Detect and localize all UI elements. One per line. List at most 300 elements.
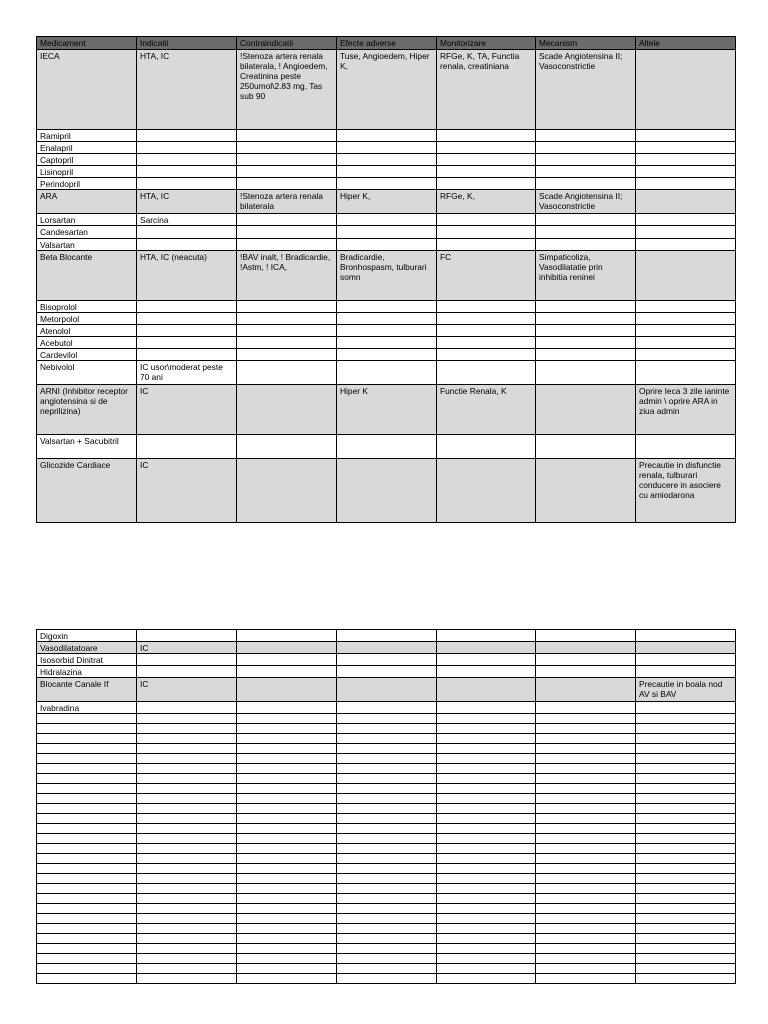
table-cell bbox=[337, 894, 437, 904]
table-cell bbox=[437, 238, 536, 250]
table-cell bbox=[337, 794, 437, 804]
table-cell bbox=[37, 804, 137, 814]
table-cell bbox=[37, 754, 137, 764]
table-cell bbox=[237, 954, 337, 964]
table-cell bbox=[37, 854, 137, 864]
table-row bbox=[37, 361, 736, 385]
table-cell: Vasodilatatoare bbox=[37, 642, 137, 654]
table-cell bbox=[536, 226, 636, 238]
table-cell bbox=[337, 361, 437, 385]
table-cell bbox=[337, 974, 437, 984]
header-row bbox=[37, 37, 736, 50]
table-cell bbox=[137, 142, 237, 154]
table-cell bbox=[536, 854, 636, 864]
table-cell bbox=[536, 934, 636, 944]
table-cell bbox=[337, 336, 437, 348]
table-cell bbox=[237, 324, 337, 336]
table-cell bbox=[536, 764, 636, 774]
header-monitorizare: Monitorizare bbox=[437, 37, 536, 50]
table-cell bbox=[237, 630, 337, 642]
table-cell bbox=[237, 934, 337, 944]
table-cell bbox=[536, 724, 636, 734]
table-cell bbox=[237, 385, 337, 435]
table-row bbox=[37, 666, 736, 678]
table-cell bbox=[437, 774, 536, 784]
table-cell bbox=[636, 214, 736, 226]
table-cell bbox=[337, 642, 437, 654]
table-cell bbox=[137, 954, 237, 964]
table-cell bbox=[437, 336, 536, 348]
table-cell bbox=[237, 834, 337, 844]
table-cell: Lorsartan bbox=[37, 214, 137, 226]
table-cell bbox=[37, 724, 137, 734]
table-row bbox=[37, 764, 736, 774]
table-row bbox=[37, 784, 736, 794]
table-cell: IC bbox=[137, 385, 237, 435]
table-row bbox=[37, 754, 736, 764]
table-row bbox=[37, 874, 736, 884]
table-cell bbox=[137, 814, 237, 824]
table-cell bbox=[137, 974, 237, 984]
table-cell bbox=[636, 804, 736, 814]
table-cell bbox=[536, 834, 636, 844]
table-cell bbox=[137, 348, 237, 360]
table-cell bbox=[137, 834, 237, 844]
table-cell bbox=[437, 744, 536, 754]
table-cell bbox=[437, 784, 536, 794]
table-cell bbox=[536, 142, 636, 154]
table-row bbox=[37, 238, 736, 250]
table-cell bbox=[437, 724, 536, 734]
table-cell bbox=[137, 324, 237, 336]
table-cell bbox=[437, 934, 536, 944]
table-cell: Tuse, Angioedem, Hiper K, bbox=[337, 50, 437, 130]
table-cell: Precautie in boala nod AV si BAV bbox=[636, 678, 736, 702]
table-cell bbox=[437, 954, 536, 964]
table-cell bbox=[636, 824, 736, 834]
table-cell bbox=[636, 834, 736, 844]
table-row bbox=[37, 385, 736, 435]
table-cell bbox=[137, 914, 237, 924]
table-cell bbox=[337, 166, 437, 178]
table-cell bbox=[137, 154, 237, 166]
table-cell bbox=[337, 238, 437, 250]
table-cell bbox=[37, 844, 137, 854]
table-cell bbox=[237, 300, 337, 312]
table-cell bbox=[636, 844, 736, 854]
table-cell bbox=[337, 324, 437, 336]
table-cell bbox=[636, 874, 736, 884]
table-cell bbox=[636, 666, 736, 678]
table-cell bbox=[536, 814, 636, 824]
table-row bbox=[37, 336, 736, 348]
table-row bbox=[37, 178, 736, 190]
table-cell bbox=[536, 824, 636, 834]
table-cell bbox=[437, 924, 536, 934]
table-cell bbox=[237, 744, 337, 754]
table-cell bbox=[536, 884, 636, 894]
table-cell bbox=[237, 666, 337, 678]
table-cell bbox=[137, 630, 237, 642]
table-cell bbox=[337, 459, 437, 523]
table-cell bbox=[437, 702, 536, 714]
medication-table bbox=[36, 36, 736, 523]
table-cell bbox=[536, 678, 636, 702]
table-cell bbox=[437, 964, 536, 974]
table-cell bbox=[536, 324, 636, 336]
table-cell bbox=[137, 724, 237, 734]
table-cell: Ivabradina bbox=[37, 702, 137, 714]
table-cell bbox=[337, 844, 437, 854]
table-cell bbox=[237, 724, 337, 734]
table-cell bbox=[536, 238, 636, 250]
table-cell bbox=[636, 190, 736, 214]
table-cell bbox=[437, 459, 536, 523]
table-cell bbox=[337, 154, 437, 166]
table-cell bbox=[37, 734, 137, 744]
table-cell bbox=[237, 702, 337, 714]
table-cell bbox=[237, 348, 337, 360]
table-cell bbox=[37, 834, 137, 844]
table-cell bbox=[137, 864, 237, 874]
table-cell bbox=[237, 874, 337, 884]
table-cell bbox=[137, 702, 237, 714]
table-cell bbox=[37, 934, 137, 944]
table-row bbox=[37, 954, 736, 964]
table-cell bbox=[237, 974, 337, 984]
table-cell bbox=[437, 764, 536, 774]
table-row bbox=[37, 154, 736, 166]
table-cell bbox=[237, 130, 337, 142]
table-cell bbox=[137, 794, 237, 804]
table-cell bbox=[437, 361, 536, 385]
table-cell bbox=[237, 864, 337, 874]
table-cell: Digoxin bbox=[37, 630, 137, 642]
table-cell: Ramipril bbox=[37, 130, 137, 142]
table-cell bbox=[437, 844, 536, 854]
table-row bbox=[37, 250, 736, 300]
table-cell bbox=[636, 702, 736, 714]
table-cell: Perindopril bbox=[37, 178, 137, 190]
table-cell bbox=[636, 884, 736, 894]
table-cell bbox=[237, 944, 337, 954]
table-row bbox=[37, 904, 736, 914]
table-cell bbox=[237, 914, 337, 924]
table-cell bbox=[437, 630, 536, 642]
table-cell bbox=[337, 934, 437, 944]
table-cell bbox=[237, 238, 337, 250]
table-cell: Acebutol bbox=[37, 336, 137, 348]
table-cell bbox=[636, 754, 736, 764]
table-cell: Hidralazina bbox=[37, 666, 137, 678]
table-cell bbox=[337, 130, 437, 142]
table-cell bbox=[337, 214, 437, 226]
table-cell: HTA, IC bbox=[137, 190, 237, 214]
table-cell bbox=[337, 744, 437, 754]
table-cell: Hiper K, bbox=[337, 190, 437, 214]
table-cell: IC bbox=[137, 678, 237, 702]
table-cell bbox=[437, 214, 536, 226]
table-row bbox=[37, 678, 736, 702]
table-row bbox=[37, 348, 736, 360]
table-row bbox=[37, 190, 736, 214]
table-cell bbox=[636, 226, 736, 238]
table-cell bbox=[437, 714, 536, 724]
table-cell bbox=[437, 894, 536, 904]
table-row bbox=[37, 934, 736, 944]
table-cell bbox=[37, 894, 137, 904]
table-cell bbox=[37, 954, 137, 964]
table-cell bbox=[536, 166, 636, 178]
table-cell bbox=[37, 744, 137, 754]
table-cell bbox=[437, 130, 536, 142]
table-cell bbox=[437, 734, 536, 744]
table-cell bbox=[237, 214, 337, 226]
table-cell bbox=[237, 154, 337, 166]
table-cell bbox=[337, 814, 437, 824]
table-row bbox=[37, 142, 736, 154]
table-cell bbox=[337, 954, 437, 964]
table-cell: !Stenoza artera renala bilaterala bbox=[237, 190, 337, 214]
table-row bbox=[37, 734, 736, 744]
table-cell bbox=[437, 864, 536, 874]
table-cell bbox=[437, 154, 536, 166]
table-cell bbox=[237, 178, 337, 190]
table-cell bbox=[137, 884, 237, 894]
table-cell bbox=[237, 814, 337, 824]
table-cell bbox=[237, 794, 337, 804]
table-cell bbox=[636, 974, 736, 984]
table-cell bbox=[536, 864, 636, 874]
table-cell bbox=[37, 914, 137, 924]
header-contraindicatii: Contraindicatii bbox=[237, 37, 337, 50]
table-cell bbox=[237, 678, 337, 702]
table-cell bbox=[337, 914, 437, 924]
table-cell bbox=[437, 642, 536, 654]
table-row bbox=[37, 814, 736, 824]
table-cell bbox=[636, 764, 736, 774]
table-cell bbox=[636, 854, 736, 864]
table-cell bbox=[137, 934, 237, 944]
table-cell bbox=[37, 814, 137, 824]
table-cell: Bisoprolol bbox=[37, 300, 137, 312]
table-row bbox=[37, 744, 736, 754]
table-cell bbox=[137, 924, 237, 934]
table-cell: Scade Angiotensina II; Vasoconstrictie bbox=[536, 50, 636, 130]
table-row bbox=[37, 834, 736, 844]
table-cell bbox=[337, 864, 437, 874]
table-row bbox=[37, 50, 736, 130]
table-cell bbox=[337, 774, 437, 784]
table-cell bbox=[137, 336, 237, 348]
table-cell bbox=[137, 844, 237, 854]
table-cell bbox=[636, 914, 736, 924]
table-cell bbox=[636, 864, 736, 874]
table-cell bbox=[137, 238, 237, 250]
table-cell bbox=[636, 336, 736, 348]
table-cell bbox=[437, 754, 536, 764]
table-cell bbox=[337, 764, 437, 774]
table-cell bbox=[37, 924, 137, 934]
table-cell: Enalapril bbox=[37, 142, 137, 154]
table-cell bbox=[636, 435, 736, 459]
table-cell bbox=[437, 666, 536, 678]
table-cell bbox=[137, 714, 237, 724]
table-cell bbox=[137, 226, 237, 238]
table-row bbox=[37, 844, 736, 854]
table-cell bbox=[536, 630, 636, 642]
table-cell: Simpaticoliza, Vasodilatatie prin inhibitia reninei bbox=[536, 250, 636, 300]
table-cell bbox=[137, 734, 237, 744]
table-cell bbox=[437, 166, 536, 178]
table-cell bbox=[337, 666, 437, 678]
table-cell bbox=[636, 794, 736, 804]
table-row bbox=[37, 300, 736, 312]
table-cell bbox=[237, 142, 337, 154]
table-cell bbox=[237, 774, 337, 784]
table-cell bbox=[636, 324, 736, 336]
table-cell bbox=[536, 642, 636, 654]
table-row bbox=[37, 794, 736, 804]
table-row bbox=[37, 964, 736, 974]
table-cell bbox=[37, 774, 137, 784]
table-row bbox=[37, 714, 736, 724]
table-row bbox=[37, 914, 736, 924]
table-cell: Cardevilol bbox=[37, 348, 137, 360]
table-cell: Isosorbid Dinitrat bbox=[37, 654, 137, 666]
table-cell bbox=[337, 964, 437, 974]
table-cell bbox=[536, 914, 636, 924]
table-cell bbox=[636, 714, 736, 724]
table-cell bbox=[37, 864, 137, 874]
table-cell bbox=[137, 894, 237, 904]
table-cell bbox=[636, 954, 736, 964]
table-cell bbox=[337, 804, 437, 814]
table-cell: RFGe, K, bbox=[437, 190, 536, 214]
table-cell bbox=[536, 702, 636, 714]
table-cell bbox=[37, 974, 137, 984]
table-cell bbox=[37, 884, 137, 894]
header-medicament: Medicament bbox=[37, 37, 137, 50]
table-cell: !Stenoza artera renala bilaterala, ! Angioedem, Creatinina peste 250umol\2.83 mg, Tas sub 90 bbox=[237, 50, 337, 130]
table-cell bbox=[536, 178, 636, 190]
header-mecanism: Mecanism bbox=[536, 37, 636, 50]
table-cell bbox=[37, 794, 137, 804]
table-cell bbox=[237, 964, 337, 974]
table-cell bbox=[37, 964, 137, 974]
table-cell bbox=[636, 734, 736, 744]
table-row bbox=[37, 226, 736, 238]
table-cell bbox=[636, 944, 736, 954]
table-cell bbox=[237, 312, 337, 324]
table-cell bbox=[437, 824, 536, 834]
table-cell bbox=[437, 348, 536, 360]
table-row bbox=[37, 702, 736, 714]
table-cell bbox=[337, 754, 437, 764]
table-cell bbox=[237, 804, 337, 814]
table-cell bbox=[636, 964, 736, 974]
table-cell bbox=[536, 954, 636, 964]
table-cell bbox=[437, 854, 536, 864]
table-cell bbox=[636, 312, 736, 324]
table-cell bbox=[37, 904, 137, 914]
table-cell: Hiper K bbox=[337, 385, 437, 435]
table-row bbox=[37, 312, 736, 324]
table-cell bbox=[636, 814, 736, 824]
table-row bbox=[37, 894, 736, 904]
table-cell bbox=[337, 678, 437, 702]
table-cell bbox=[536, 336, 636, 348]
table-cell bbox=[437, 300, 536, 312]
table-cell bbox=[536, 974, 636, 984]
table-cell: Candesartan bbox=[37, 226, 137, 238]
table-cell bbox=[437, 834, 536, 844]
table-cell bbox=[337, 854, 437, 864]
table-cell bbox=[536, 312, 636, 324]
table-row bbox=[37, 130, 736, 142]
table-cell bbox=[137, 300, 237, 312]
table-cell bbox=[237, 854, 337, 864]
table-cell bbox=[337, 724, 437, 734]
table-cell bbox=[636, 300, 736, 312]
table-cell bbox=[636, 894, 736, 904]
table-cell: Lisinopril bbox=[37, 166, 137, 178]
table-cell bbox=[137, 130, 237, 142]
table-row bbox=[37, 974, 736, 984]
table-cell bbox=[536, 944, 636, 954]
table-cell: Atenolol bbox=[37, 324, 137, 336]
table-cell bbox=[137, 804, 237, 814]
table-cell: Metorpolol bbox=[37, 312, 137, 324]
table-cell bbox=[536, 459, 636, 523]
table-cell bbox=[636, 348, 736, 360]
table-cell bbox=[536, 844, 636, 854]
table-cell: Nebivolol bbox=[37, 361, 137, 385]
table-cell bbox=[437, 142, 536, 154]
table-cell bbox=[237, 336, 337, 348]
table-cell bbox=[536, 435, 636, 459]
table-cell bbox=[636, 904, 736, 914]
table-cell bbox=[636, 142, 736, 154]
table-cell bbox=[337, 300, 437, 312]
table-cell bbox=[536, 130, 636, 142]
table-cell bbox=[237, 754, 337, 764]
table-cell: Sarcina bbox=[137, 214, 237, 226]
table-cell bbox=[237, 824, 337, 834]
table-cell bbox=[37, 824, 137, 834]
table-cell bbox=[237, 654, 337, 666]
table-cell bbox=[536, 361, 636, 385]
table-cell bbox=[337, 944, 437, 954]
table-cell bbox=[636, 724, 736, 734]
table-cell bbox=[237, 924, 337, 934]
table-cell bbox=[437, 226, 536, 238]
table-cell bbox=[636, 361, 736, 385]
table-cell bbox=[337, 226, 437, 238]
table-row bbox=[37, 774, 736, 784]
table-cell bbox=[636, 250, 736, 300]
table-cell bbox=[636, 630, 736, 642]
table-cell bbox=[437, 435, 536, 459]
table-cell: HTA, IC (neacuta) bbox=[137, 250, 237, 300]
table-cell: ARNI (Inhibitor receptor angiotensina si de neprilizina) bbox=[37, 385, 137, 435]
table-cell bbox=[437, 678, 536, 702]
table-cell bbox=[337, 784, 437, 794]
table-cell bbox=[437, 814, 536, 824]
table-row bbox=[37, 824, 736, 834]
table-cell: Blocante Canale If bbox=[37, 678, 137, 702]
table-cell bbox=[437, 178, 536, 190]
